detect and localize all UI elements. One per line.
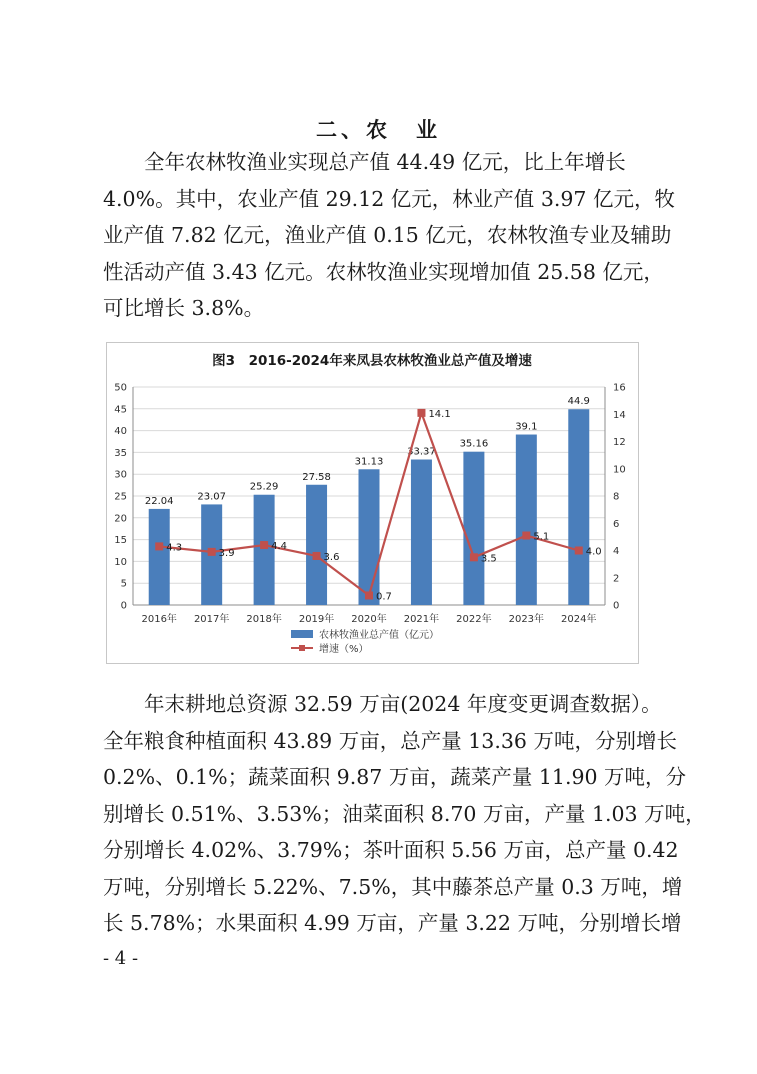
- line-data-label: 14.1: [428, 408, 451, 420]
- line-marker: [575, 547, 583, 555]
- legend-swatch-bar: [291, 630, 313, 638]
- line-marker: [260, 541, 268, 549]
- line-marker: [155, 542, 163, 550]
- y-left-tick-label: 40: [114, 426, 127, 438]
- paragraph-line: 万吨，分别增长 5.22%、7.5%，其中藤茶总产量 0.3 万吨，增: [103, 874, 683, 899]
- page-number: - 4 -: [103, 948, 139, 969]
- paragraph-line: 长 5.78%；水果面积 4.99 万亩，产量 3.22 万吨，分别增长增: [103, 911, 682, 935]
- line-data-label: 4.3: [166, 542, 183, 554]
- bar-output-value: [411, 460, 432, 605]
- paragraph-farmland: [103, 686, 706, 942]
- y-right-tick-label: 12: [613, 437, 626, 448]
- paragraph-line: 业产值 7.82 亿元，渔业产值 0.15 亿元，农林牧渔专业及辅助: [103, 223, 672, 247]
- y-right-tick-label: 2: [613, 573, 620, 585]
- paragraph-line: 性活动产值 3.43 亿元。农林牧渔业实现增加值 25.58 亿元，: [103, 259, 664, 284]
- y-left-tick-label: 25: [114, 491, 127, 503]
- section-heading: 二、农 业: [316, 118, 441, 142]
- line-marker: [417, 409, 425, 417]
- line-data-label: 5.1: [533, 531, 550, 543]
- line-marker: [313, 552, 321, 560]
- line-data-label: 3.6: [323, 551, 340, 563]
- bar-data-label: 23.07: [197, 491, 226, 503]
- x-tick-label: 2016年: [141, 614, 177, 625]
- paragraph-line: 年末耕地总资源 32.59 万亩(2024 年度变更调查数据）。: [103, 692, 662, 716]
- paragraph-output-value: [103, 144, 675, 327]
- legend-swatch-marker: [299, 645, 305, 651]
- chart-figure-3: [106, 342, 639, 664]
- x-tick-label: 2019年: [298, 614, 335, 625]
- line-marker: [522, 532, 530, 540]
- y-left-tick-label: 30: [114, 469, 127, 481]
- paragraph-line: 分别增长 4.02%、3.79%；茶叶面积 5.56 万亩，总产量 0.42: [103, 838, 679, 862]
- line-marker: [470, 553, 478, 561]
- chart-svg: [107, 343, 638, 663]
- y-right-tick-label: 6: [613, 518, 620, 530]
- y-right-tick-label: 8: [613, 491, 620, 503]
- x-tick-label: 2022年: [456, 614, 492, 625]
- paragraph-line: 别增长 0.51%、3.53%；油菜面积 8.70 万亩，产量 1.03 万吨，: [103, 801, 706, 826]
- line-data-label: 0.7: [376, 591, 392, 603]
- y-left-tick-label: 10: [114, 556, 127, 568]
- x-tick-label: 2021年: [403, 614, 440, 625]
- bar-data-label: 39.1: [515, 421, 538, 433]
- legend-label-bar: 农林牧渔业总产值（亿元）: [319, 630, 439, 641]
- y-left-tick-label: 0: [120, 600, 127, 612]
- line-data-label: 3.9: [218, 547, 235, 559]
- y-left-tick-label: 35: [114, 447, 127, 459]
- bar-data-label: 33.37: [407, 446, 436, 458]
- x-tick-label: 2020年: [351, 614, 387, 625]
- y-left-tick-label: 50: [114, 382, 127, 394]
- paragraph-line: 0.2%、0.1%；蔬菜面积 9.87 万亩，蔬菜产量 11.90 万吨，分: [103, 765, 687, 789]
- bar-output-value: [463, 452, 484, 605]
- bar-data-label: 22.04: [144, 495, 174, 507]
- y-left-tick-label: 5: [120, 578, 127, 590]
- x-tick-label: 2024年: [561, 614, 597, 625]
- bar-output-value: [149, 509, 170, 605]
- bar-data-label: 31.13: [354, 456, 384, 468]
- bar-data-label: 25.29: [249, 481, 279, 493]
- bar-data-label: 44.9: [567, 396, 590, 408]
- paragraph-line: 可比增长 3.8%。: [103, 296, 265, 320]
- bar-output-value: [568, 409, 589, 605]
- x-tick-label: 2023年: [508, 614, 545, 625]
- bar-data-label: 35.16: [459, 438, 489, 450]
- line-data-label: 4.0: [585, 546, 602, 558]
- y-right-tick-label: 10: [613, 464, 626, 476]
- line-marker: [365, 591, 373, 599]
- y-left-tick-label: 20: [114, 513, 127, 525]
- legend-label-line: 增速（%）: [319, 644, 369, 655]
- bar-data-label: 27.58: [302, 471, 331, 483]
- bar-output-value: [306, 485, 327, 605]
- y-right-tick-label: 0: [613, 600, 620, 612]
- y-left-tick-label: 45: [114, 404, 127, 416]
- y-left-tick-label: 15: [114, 535, 127, 547]
- bar-output-value: [516, 435, 537, 605]
- x-tick-label: 2018年: [246, 614, 282, 625]
- paragraph-line: 全年农林牧渔业实现总产值 44.49 亿元，比上年增长: [103, 150, 626, 174]
- bar-output-value: [359, 469, 380, 605]
- line-data-label: 4.4: [271, 541, 288, 553]
- y-right-tick-label: 4: [613, 546, 620, 557]
- paragraph-line: 4.0%。其中，农业产值 29.12 亿元，林业产值 3.97 亿元，牧: [103, 186, 675, 211]
- x-tick-label: 2017年: [193, 614, 230, 625]
- line-marker: [208, 548, 216, 556]
- y-right-tick-label: 16: [613, 382, 626, 394]
- paragraph-line: 全年粮食种植面积 43.89 万亩，总产量 13.36 万吨，分别增长: [103, 728, 677, 753]
- y-right-tick-label: 14: [613, 409, 626, 421]
- line-data-label: 3.5: [480, 553, 497, 565]
- chart-title: 图3 2016-2024年来凤县农林牧渔业总产值及增速: [212, 353, 532, 369]
